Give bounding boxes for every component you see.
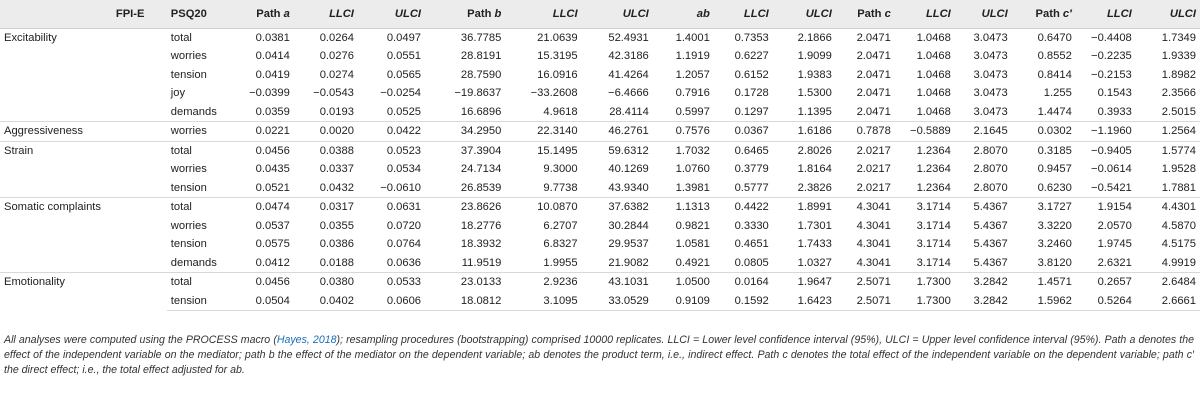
value-cell: 3.0473 xyxy=(973,105,1008,118)
value-cell: 0.7576 xyxy=(653,122,714,142)
value-cell: 9.7738 xyxy=(543,181,578,194)
value-cell: 1.6186 xyxy=(773,122,836,142)
column-header: ULCI xyxy=(358,0,425,28)
value-cell: 0.0367 xyxy=(714,122,773,142)
value-cell: 1.9955 xyxy=(543,256,578,269)
value-cell: −19.8637 xyxy=(454,87,502,99)
value-cell: 15.1495 xyxy=(505,141,581,160)
value-cell: 2.6321 xyxy=(1097,256,1132,269)
value-cell: 0.0537 xyxy=(255,219,290,232)
value-cell: 22.3140 xyxy=(505,122,581,142)
value-cell: 0.0551 xyxy=(386,50,422,62)
fpi-cell xyxy=(112,28,167,122)
value-cell: 1.6423 xyxy=(773,292,836,311)
column-header: ULCI xyxy=(955,0,1012,28)
value-cell: 4.3041 xyxy=(836,198,895,217)
psq20-cell: worries xyxy=(170,50,207,62)
group-label: Strain xyxy=(0,141,112,198)
value-cell: 1.2364 xyxy=(916,181,951,194)
value-cell: −6.4666 xyxy=(608,87,649,99)
psq20-cell: joy xyxy=(170,87,186,99)
value-cell: 2.0471 xyxy=(836,28,895,47)
value-cell: 29.9537 xyxy=(608,238,649,250)
value-cell: 52.4931 xyxy=(582,28,653,47)
table-row xyxy=(0,254,1200,273)
fpi-cell xyxy=(112,273,167,311)
value-cell: 1.7300 xyxy=(895,292,955,311)
value-cell: 21.9082 xyxy=(608,256,649,269)
value-cell: −0.0254 xyxy=(380,87,422,99)
value-cell: −0.4408 xyxy=(1076,28,1136,47)
value-cell: 2.8070 xyxy=(973,181,1008,194)
value-cell: 2.6484 xyxy=(1136,273,1200,292)
value-cell: 4.9618 xyxy=(543,105,578,118)
value-cell: 0.0359 xyxy=(255,105,290,118)
value-cell: 0.0606 xyxy=(358,292,425,311)
value-cell: −0.0610 xyxy=(380,181,422,194)
column-header: FPI-E xyxy=(112,0,167,28)
value-cell: 43.9340 xyxy=(608,181,649,194)
table-row xyxy=(0,103,1200,122)
value-cell: 3.0473 xyxy=(973,68,1008,81)
value-cell: 0.0317 xyxy=(294,198,358,217)
value-cell: 11.9519 xyxy=(461,256,502,269)
value-cell: 0.0456 xyxy=(226,273,294,292)
value-cell: 1.7881 xyxy=(1161,181,1196,194)
value-cell: 0.0402 xyxy=(294,292,358,311)
value-cell: 0.7878 xyxy=(836,122,895,142)
value-cell: −0.0543 xyxy=(313,87,354,99)
value-cell: 0.4921 xyxy=(675,256,710,269)
value-cell: 1.8982 xyxy=(1161,68,1196,81)
table-header-row xyxy=(0,0,1200,28)
psq20-cell: total xyxy=(167,273,226,292)
value-cell: 0.5264 xyxy=(1076,292,1136,311)
table-row xyxy=(0,160,1200,179)
value-cell: 3.1095 xyxy=(505,292,581,311)
value-cell: 1.1919 xyxy=(675,50,710,62)
value-cell: 0.7916 xyxy=(675,87,710,99)
fpi-cell xyxy=(112,141,167,198)
value-cell: 2.6661 xyxy=(1136,292,1200,311)
value-cell: 0.0221 xyxy=(226,122,294,142)
value-cell: 0.0525 xyxy=(386,105,422,118)
column-header xyxy=(0,0,112,28)
column-header: PSQ20 xyxy=(167,0,226,28)
value-cell: −33.2608 xyxy=(530,87,578,99)
value-cell: 0.6470 xyxy=(1012,28,1076,47)
value-cell: 37.6382 xyxy=(582,198,653,217)
value-cell: 0.0188 xyxy=(319,256,354,269)
value-cell: 0.0419 xyxy=(255,68,290,81)
column-header: Path c′ xyxy=(1012,0,1076,28)
value-cell: 1.2564 xyxy=(1136,122,1200,142)
value-cell: 0.5777 xyxy=(734,181,769,194)
value-cell: 0.1592 xyxy=(714,292,773,311)
value-cell: 2.3826 xyxy=(797,181,832,194)
value-cell: 0.0631 xyxy=(358,198,425,217)
value-cell: 4.3041 xyxy=(856,256,891,269)
column-header: LLCI xyxy=(505,0,581,28)
value-cell: 0.0276 xyxy=(319,50,354,62)
value-cell: 3.1714 xyxy=(916,219,951,232)
value-cell: 2.1866 xyxy=(773,28,836,47)
psq20-cell: worries xyxy=(170,163,207,175)
value-cell: 6.8327 xyxy=(543,238,578,250)
value-cell: 33.0529 xyxy=(582,292,653,311)
citation-link[interactable]: Hayes, 2018 xyxy=(276,334,337,346)
value-cell: 2.0570 xyxy=(1097,219,1132,232)
column-header: Path b xyxy=(425,0,505,28)
value-cell: −0.2153 xyxy=(1091,68,1132,81)
value-cell: 59.6312 xyxy=(582,141,653,160)
value-cell: 28.4114 xyxy=(609,105,649,118)
psq20-cell: demands xyxy=(170,105,217,118)
value-cell: 43.1031 xyxy=(582,273,653,292)
value-cell: 30.2844 xyxy=(608,219,649,232)
value-cell: 2.5071 xyxy=(836,273,895,292)
value-cell: 0.0414 xyxy=(255,50,290,62)
value-cell: 0.1728 xyxy=(734,87,769,99)
column-header: Path c xyxy=(836,0,895,28)
value-cell: 0.3330 xyxy=(734,219,769,232)
value-cell: 2.0471 xyxy=(856,68,891,81)
value-cell: 21.0639 xyxy=(505,28,581,47)
value-cell: 16.0916 xyxy=(537,68,578,81)
value-cell: 18.0812 xyxy=(425,292,505,311)
value-cell: −0.0614 xyxy=(1091,163,1132,175)
value-cell: 0.0264 xyxy=(294,28,358,47)
value-cell: 0.0164 xyxy=(714,273,773,292)
value-cell: 1.9745 xyxy=(1097,238,1132,250)
value-cell: 2.8070 xyxy=(955,141,1012,160)
value-cell: 1.0581 xyxy=(675,238,710,250)
value-cell: 2.8070 xyxy=(973,163,1008,175)
value-cell: 2.0217 xyxy=(856,181,891,194)
group-label: Emotionality xyxy=(0,273,112,311)
value-cell: 0.4651 xyxy=(734,238,769,250)
value-cell: 0.1543 xyxy=(1097,87,1132,99)
value-cell: 5.4367 xyxy=(955,198,1012,217)
value-cell: 1.4474 xyxy=(1037,105,1072,118)
psq20-cell: tension xyxy=(170,68,207,81)
value-cell: 0.0720 xyxy=(386,219,422,232)
value-cell: 0.0805 xyxy=(734,256,769,269)
value-cell: 3.2842 xyxy=(955,273,1012,292)
value-cell: 3.3220 xyxy=(1037,219,1072,232)
value-cell: 0.0456 xyxy=(226,141,294,160)
value-cell: 0.1297 xyxy=(734,105,769,118)
value-cell: 5.4367 xyxy=(973,256,1008,269)
psq20-cell: total xyxy=(167,28,226,47)
value-cell: 46.2761 xyxy=(582,122,653,142)
value-cell: 0.9457 xyxy=(1037,163,1072,175)
value-cell: 0.6227 xyxy=(734,50,769,62)
value-cell: 3.0473 xyxy=(955,28,1012,47)
value-cell: 0.0302 xyxy=(1012,122,1076,142)
value-cell: 1.9099 xyxy=(797,50,832,62)
value-cell: −1.1960 xyxy=(1076,122,1136,142)
table-row xyxy=(0,141,1200,160)
value-cell: 0.0534 xyxy=(386,163,422,175)
value-cell: 1.9647 xyxy=(773,273,836,292)
value-cell: 28.8191 xyxy=(460,50,502,62)
value-cell: 0.0474 xyxy=(226,198,294,217)
value-cell: 0.0388 xyxy=(294,141,358,160)
value-cell: 0.0764 xyxy=(386,238,422,250)
value-cell: 2.5071 xyxy=(836,292,895,311)
value-cell: 0.0193 xyxy=(319,105,354,118)
value-cell: 2.3566 xyxy=(1161,87,1196,99)
value-cell: 0.0504 xyxy=(226,292,294,311)
value-cell: 0.6465 xyxy=(714,141,773,160)
value-cell: 1.0468 xyxy=(895,28,955,47)
value-cell: 18.3932 xyxy=(460,238,502,250)
value-cell: 0.0381 xyxy=(226,28,294,47)
table-body xyxy=(0,28,1200,311)
psq20-cell: total xyxy=(167,141,226,160)
value-cell: 0.0565 xyxy=(386,68,422,81)
column-header: ULCI xyxy=(773,0,836,28)
value-cell: 1.2364 xyxy=(895,141,955,160)
value-cell: 4.3041 xyxy=(856,219,891,232)
column-header: LLCI xyxy=(895,0,955,28)
value-cell: 4.3041 xyxy=(856,238,891,250)
psq20-cell: tension xyxy=(170,181,207,194)
value-cell: 1.0468 xyxy=(916,105,951,118)
value-cell: 1.4571 xyxy=(1012,273,1076,292)
value-cell: 3.0473 xyxy=(973,87,1008,99)
table-row xyxy=(0,179,1200,198)
value-cell: 42.3186 xyxy=(608,50,649,62)
value-cell: 4.9919 xyxy=(1161,256,1196,269)
value-cell: 0.0575 xyxy=(255,238,290,250)
value-cell: −0.0399 xyxy=(249,87,290,99)
value-cell: 0.3779 xyxy=(734,163,769,175)
value-cell: 37.3904 xyxy=(425,141,505,160)
value-cell: 0.9821 xyxy=(675,219,710,232)
value-cell: 10.0870 xyxy=(505,198,581,217)
table-footnote xyxy=(4,333,1194,378)
value-cell: 23.0133 xyxy=(425,273,505,292)
value-cell: −0.5421 xyxy=(1091,181,1132,194)
value-cell: 0.0432 xyxy=(319,181,354,194)
value-cell: 2.0471 xyxy=(856,50,891,62)
table-row xyxy=(0,122,1200,142)
table-row xyxy=(0,292,1200,311)
value-cell: 28.7590 xyxy=(460,68,502,81)
psq20-cell: tension xyxy=(170,238,207,250)
column-header: LLCI xyxy=(294,0,358,28)
value-cell: 16.6896 xyxy=(460,105,502,118)
value-cell: 0.0380 xyxy=(294,273,358,292)
value-cell: 1.7349 xyxy=(1136,28,1200,47)
value-cell: 1.2364 xyxy=(916,163,951,175)
value-cell: 0.3933 xyxy=(1097,105,1132,118)
value-cell: 40.1269 xyxy=(608,163,649,175)
value-cell: 0.0386 xyxy=(319,238,354,250)
value-cell: 2.0471 xyxy=(856,87,891,99)
value-cell: −0.5889 xyxy=(895,122,955,142)
value-cell: 0.0636 xyxy=(386,256,422,269)
value-cell: 1.7032 xyxy=(653,141,714,160)
value-cell: 1.9154 xyxy=(1076,198,1136,217)
footnote-text-start: All analyses were computed using the PROCESS macro ( xyxy=(4,334,277,346)
value-cell: 0.7353 xyxy=(714,28,773,47)
value-cell: 36.7785 xyxy=(425,28,505,47)
value-cell: 2.0217 xyxy=(856,163,891,175)
value-cell: 34.2950 xyxy=(425,122,505,142)
value-cell: 2.1645 xyxy=(955,122,1012,142)
value-cell: 4.4301 xyxy=(1136,198,1200,217)
value-cell: 2.8026 xyxy=(773,141,836,160)
value-cell: 1.7300 xyxy=(895,273,955,292)
value-cell: 1.5962 xyxy=(1012,292,1076,311)
value-cell: 0.9109 xyxy=(653,292,714,311)
value-cell: 1.1313 xyxy=(653,198,714,217)
value-cell: 0.0521 xyxy=(255,181,290,194)
footnote-text-end: ); resampling procedures (bootstrapping) comprised 10000 replicates. LLCI = Lower level confidence interval (95%), ULCI = Upper level confidence interval (95%). Path a denotes the effect of the independent variable on the mediator; path b the effect of the mediator on the dependent variable; ab denotes the product term, i.e., indirect effect. Path c denotes the total effect of the independent variable on the dependent variable; path c′ the direct effect; i.e., the total effect adjusted for ab. xyxy=(4,334,1194,376)
value-cell: 1.8164 xyxy=(797,163,832,175)
table-row xyxy=(0,273,1200,292)
value-cell: 4.5870 xyxy=(1161,219,1196,232)
value-cell: 0.0355 xyxy=(319,219,354,232)
value-cell: 0.4422 xyxy=(714,198,773,217)
value-cell: 1.1395 xyxy=(797,105,832,118)
value-cell: 1.3981 xyxy=(675,181,710,194)
table-row xyxy=(0,66,1200,85)
value-cell: 0.0497 xyxy=(358,28,425,47)
value-cell: 1.7301 xyxy=(797,219,832,232)
value-cell: 1.0327 xyxy=(797,256,832,269)
column-header: ab xyxy=(653,0,714,28)
value-cell: 3.2842 xyxy=(955,292,1012,311)
value-cell: 0.5997 xyxy=(675,105,710,118)
psq20-cell: total xyxy=(167,198,226,217)
value-cell: 0.0435 xyxy=(255,163,290,175)
group-label: Aggressiveness xyxy=(0,122,112,142)
column-header: LLCI xyxy=(714,0,773,28)
value-cell: 3.1714 xyxy=(895,198,955,217)
value-cell: 2.5015 xyxy=(1161,105,1196,118)
value-cell: 6.2707 xyxy=(543,219,578,232)
value-cell: 1.4001 xyxy=(653,28,714,47)
value-cell: 3.8120 xyxy=(1037,256,1072,269)
value-cell: 1.0468 xyxy=(916,68,951,81)
value-cell: 0.0337 xyxy=(319,163,354,175)
value-cell: 1.9528 xyxy=(1161,163,1196,175)
table-row xyxy=(0,198,1200,217)
value-cell: 41.4264 xyxy=(608,68,649,81)
value-cell: −0.2235 xyxy=(1091,50,1132,62)
value-cell: 3.1714 xyxy=(916,256,951,269)
value-cell: 0.0533 xyxy=(358,273,425,292)
group-label: Excitability xyxy=(0,28,112,122)
value-cell: 5.4367 xyxy=(973,219,1008,232)
value-cell: 0.0412 xyxy=(255,256,290,269)
value-cell: 1.8991 xyxy=(773,198,836,217)
value-cell: 0.0274 xyxy=(319,68,354,81)
table-row xyxy=(0,235,1200,254)
value-cell: 1.7433 xyxy=(797,238,832,250)
table-row xyxy=(0,217,1200,236)
value-cell: 4.5175 xyxy=(1161,238,1196,250)
value-cell: 23.8626 xyxy=(425,198,505,217)
table-row xyxy=(0,28,1200,47)
value-cell: −0.9405 xyxy=(1076,141,1136,160)
fpi-cell xyxy=(112,198,167,273)
column-header: ULCI xyxy=(582,0,653,28)
value-cell: 0.2657 xyxy=(1076,273,1136,292)
value-cell: 2.0471 xyxy=(856,105,891,118)
value-cell: 3.1714 xyxy=(916,238,951,250)
column-header: Path a xyxy=(226,0,294,28)
value-cell: 1.5774 xyxy=(1136,141,1200,160)
group-label: Somatic complaints xyxy=(0,198,112,273)
value-cell: 5.4367 xyxy=(973,238,1008,250)
value-cell: 0.3185 xyxy=(1012,141,1076,160)
value-cell: 15.3195 xyxy=(537,50,578,62)
value-cell: 3.0473 xyxy=(973,50,1008,62)
psq20-cell: worries xyxy=(167,122,226,142)
value-cell: 1.2057 xyxy=(675,68,710,81)
column-header: ULCI xyxy=(1136,0,1200,28)
value-cell: 0.6230 xyxy=(1037,181,1072,194)
value-cell: 0.6152 xyxy=(734,68,769,81)
table-row xyxy=(0,47,1200,66)
value-cell: 0.0020 xyxy=(294,122,358,142)
value-cell: 1.5300 xyxy=(797,87,832,99)
value-cell: 0.0523 xyxy=(358,141,425,160)
value-cell: 26.8539 xyxy=(460,181,502,194)
value-cell: 9.3000 xyxy=(543,163,578,175)
value-cell: 2.9236 xyxy=(505,273,581,292)
value-cell: 1.9339 xyxy=(1161,50,1196,62)
value-cell: 1.0468 xyxy=(916,87,951,99)
value-cell: 1.9383 xyxy=(797,68,832,81)
fpi-cell xyxy=(112,122,167,142)
value-cell: 18.2776 xyxy=(460,219,502,232)
value-cell: 24.7134 xyxy=(460,163,502,175)
value-cell: 0.8552 xyxy=(1037,50,1072,62)
value-cell: 1.0760 xyxy=(675,163,710,175)
value-cell: 1.0500 xyxy=(653,273,714,292)
psq20-cell: tension xyxy=(167,292,226,311)
value-cell: 3.1727 xyxy=(1012,198,1076,217)
value-cell: 0.8414 xyxy=(1037,68,1072,81)
psq20-cell: demands xyxy=(170,256,217,269)
value-cell: 1.0468 xyxy=(916,50,951,62)
value-cell: 1.255 xyxy=(1043,87,1072,99)
value-cell: 0.0422 xyxy=(358,122,425,142)
value-cell: 3.2460 xyxy=(1037,238,1072,250)
psq20-cell: worries xyxy=(170,219,207,232)
column-header: LLCI xyxy=(1076,0,1136,28)
table-row xyxy=(0,84,1200,103)
value-cell: 2.0217 xyxy=(836,141,895,160)
